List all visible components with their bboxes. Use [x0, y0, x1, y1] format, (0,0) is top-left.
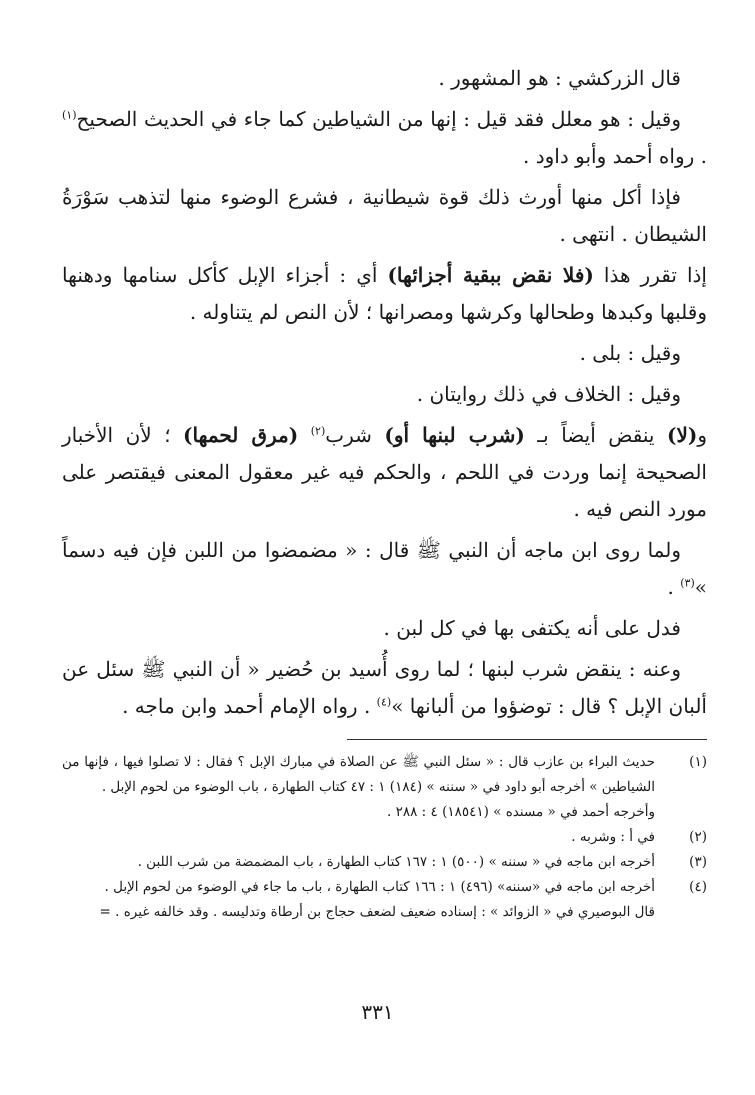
footnote-text: أخرجه ابن ماجه في « سننه » (٥٠٠) ١ : ١٦٧ كتاب الطهارة ، باب المضمضة من شرب اللبن . — [137, 854, 655, 870]
footnote-continuation: قال البوصيري في « الزوائد » : إسناده ضعيف لضعف حجاج بن أرطاة وتدليسه . وقد خالفه غيره . = — [99, 904, 655, 920]
footnote — [62, 850, 707, 875]
text-run — [298, 423, 311, 447]
footnote-reference: (٤) — [376, 695, 392, 709]
footnote-separator — [347, 739, 707, 740]
footnote-reference: (٢) — [310, 424, 326, 438]
footnote-text: حديث البراء بن عازب قال : « سئل النبي ﷺ عن الصلاة في مبارك الإبل ؟ فقال : لا تصلوا فيها ، فإنها من الشياطين » أخرجه أبو داود في « سننه » (١٨٤) ١ : ٤٧ كتاب الطهارة ، باب الوضوء من لحوم الإبل . — [62, 754, 655, 795]
footnote-number: (٣) — [689, 854, 707, 870]
text-run: و — [697, 423, 707, 447]
paragraph — [62, 417, 707, 528]
footnote-number: (١) — [689, 754, 707, 770]
paragraph — [62, 610, 707, 647]
footnote-number: (٢) — [689, 829, 707, 845]
text-run: قال الزركشي : هو المشهور . — [438, 66, 681, 90]
text-run: وعنه : ينقض شرب لبنها ؛ لما روى أُسيد بن حُضير « أن النبي ﷺ سئل عن ألبان الإبل ؟ قال : توضؤوا من ألبانها » — [62, 657, 707, 718]
footnote-reference: (٣) — [680, 576, 695, 590]
text-run: . رواه أحمد وأبو داود . — [523, 144, 707, 168]
text-run: . رواه الإمام أحمد وابن ماجه . — [122, 694, 377, 718]
footnotes — [62, 750, 707, 925]
paragraph — [62, 335, 707, 372]
footnote — [62, 825, 707, 850]
paragraph — [62, 651, 707, 725]
paragraph — [62, 257, 707, 331]
paragraph — [62, 101, 707, 175]
main-text — [62, 60, 707, 725]
bold-matn-text: (لا) — [666, 423, 698, 447]
paragraph — [62, 376, 707, 413]
footnote — [62, 750, 707, 800]
text-run: شرب — [325, 423, 385, 447]
footnote-text: أخرجه ابن ماجه في «سننه» (٤٩٦) ١ : ١٦٦ كتاب الطهارة ، باب ما جاء في الوضوء من لحوم الإبل . — [104, 879, 655, 895]
text-run: ينقض أيضاً بـ — [524, 423, 667, 447]
text-run: . — [667, 575, 681, 599]
bold-matn-text: (فلا نقض ببقية أجزائها) — [387, 263, 594, 287]
bold-matn-text: (مرق لحمها) — [183, 423, 299, 447]
bold-matn-text: (شرب لبنها أو) — [384, 423, 525, 447]
text-run: فدل على أنه يكتفى بها في كل لبن . — [383, 616, 681, 640]
page-number: ٣٣١ — [361, 1000, 394, 1024]
text-run: ؛ لأن الأخبار الصحيحة إنما وردت في اللحم ، والحكم فيه غير معقول المعنى فيقتصر على مورد النص فيه . — [62, 423, 707, 521]
text-run: وقيل : الخلاف في ذلك روايتان . — [416, 382, 681, 406]
footnote-reference: (١) — [62, 108, 77, 122]
text-run: وقيل : بلى . — [579, 341, 681, 365]
text-run: إذا تقرر هذا — [593, 263, 707, 287]
text-run: وقيل : هو معلل فقد قيل : إنها من الشياطين كما جاء في الحديث الصحيح — [76, 107, 681, 131]
footnote-continuation: وأخرجه أحمد في « مسنده » (١٨٥٤١) ٤ : ٢٨٨ . — [387, 804, 655, 820]
footnote — [62, 875, 707, 900]
paragraph — [62, 532, 707, 606]
footnote-text: في أ : وشربه . — [571, 829, 655, 845]
footnote-number: (٤) — [689, 879, 707, 895]
paragraph — [62, 179, 707, 253]
text-run: فإذا أكل منها أورث ذلك قوة شيطانية ، فشرع الوضوء منها لتذهب سَوْرَةُ الشيطان . انتهى . — [62, 185, 707, 246]
text-run: أي : أجزاء الإبل كأكل سنامها ودهنها وقلبها وكبدها وطحالها وكرشها ومصرانها ؛ لأن النص لم يتناوله . — [62, 263, 707, 324]
text-run: ولما روى ابن ماجه أن النبي ﷺ قال : « مضمضوا من اللبن فإن فيه دسماً » — [62, 538, 707, 599]
paragraph — [62, 60, 707, 97]
